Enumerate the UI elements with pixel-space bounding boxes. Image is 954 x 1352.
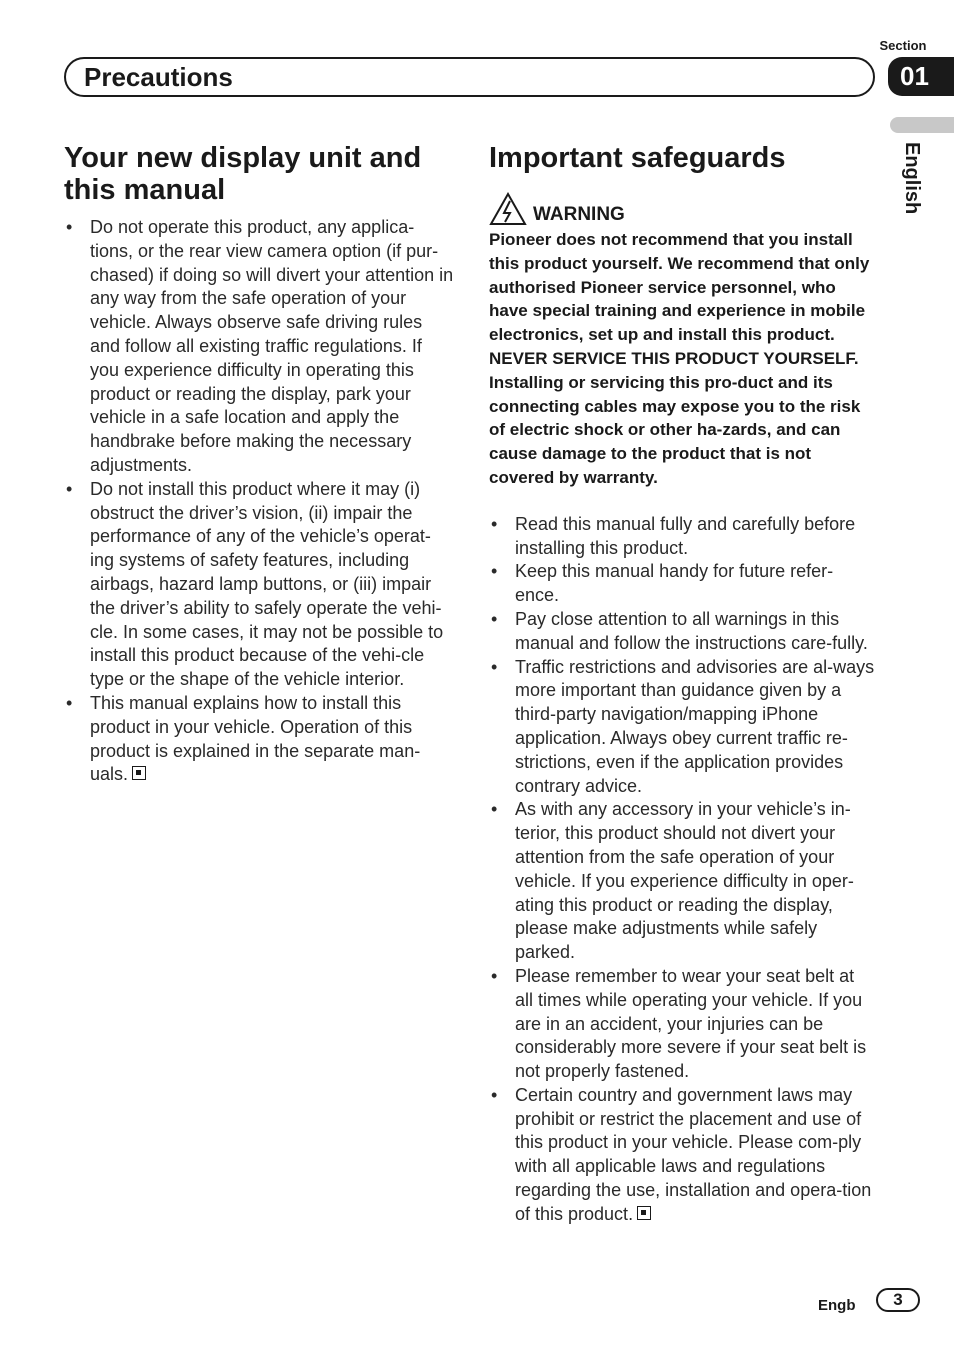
section-heading-safeguards: Important safeguards xyxy=(489,142,786,174)
list-item: • Traffic restrictions and advisories are al-ways more important than guidance given by a third-party navigation/mapping iPhone application. Always obey current traffic re-strictions, even if the application provides contrary advice. xyxy=(489,656,877,799)
list-item: • This manual explains how to install this product in your vehicle. Operation of this product is explained in the separate man-uals. xyxy=(64,692,454,787)
warning-triangle-icon xyxy=(489,192,527,226)
list-item: • Read this manual fully and carefully before installing this product. xyxy=(489,513,877,561)
language-label: English xyxy=(901,142,923,215)
page-number: 3 xyxy=(876,1288,920,1312)
left-bullet-list xyxy=(64,216,454,787)
section-number-tab: 01 xyxy=(888,57,954,96)
warning-label: WARNING xyxy=(533,204,625,225)
page-title: Precautions xyxy=(84,62,233,92)
language-tab xyxy=(890,117,954,133)
section-label: Section xyxy=(879,38,927,53)
list-item: • Do not operate this product, any applica-tions, or the rear view camera option (if pur-chased) if doing so will divert your attention in any way from the safe operation of your vehicle. Always observe safe driving rules and follow all existing traffic regulations. If you experience difficulty in operating this product or reading the display, park your vehicle in a safe location and apply the handbrake before making the necessary adjustments. xyxy=(64,216,454,478)
warning-header xyxy=(489,192,877,226)
list-item: • Do not install this product where it may (i) obstruct the driver’s vision, (ii) impair the performance of any of the vehicle’s operat-ing systems of safety features, including airbags, hazard lamp buttons, or (iii) impair the driver’s ability to safely operate the vehi-cle. In some cases, it may not be possible to install this product because of the vehi-cle type or the shape of the vehicle interior. xyxy=(64,478,454,692)
end-of-section-icon xyxy=(132,766,146,780)
end-of-section-icon xyxy=(637,1206,651,1220)
list-item: • As with any accessory in your vehicle’s in-terior, this product should not divert your attention from the safe operation of your vehicle. If you experience difficulty in oper-ating this product or reading the display, please make adjustments while safely parked. xyxy=(489,798,877,965)
left-column xyxy=(64,142,454,787)
list-item: • Certain country and government laws may prohibit or restrict the placement and use of this product in your vehicle. Please com-ply with all applicable laws and regulations regarding the use, installation and opera-tion of this product. xyxy=(489,1084,877,1227)
list-item: • Keep this manual handy for future refer-ence. xyxy=(489,560,877,608)
right-column xyxy=(489,142,877,1227)
footer-locale: Engb xyxy=(818,1297,856,1314)
list-item: • Please remember to wear your seat belt at all times while operating your vehicle. If you are in an accident, your injuries can be considerably more severe if your seat belt is not properly fastened. xyxy=(489,965,877,1084)
warning-text: Pioneer does not recommend that you install this product yourself. We recommend that only authorised Pioneer service personnel, who have special training and experience in mobile electronics, set up and install this product. NEVER SERVICE THIS PRODUCT YOURSELF. Installing or servicing this pro-duct and its connecting cables may expose you to the risk of electric shock or other ha-zards, and can cause damage to the product that is not covered by warranty. xyxy=(489,230,870,487)
header-bar xyxy=(64,57,875,97)
list-item: • Pay close attention to all warnings in this manual and follow the instructions care-fully. xyxy=(489,608,877,656)
section-heading-display-unit: Your new display unit and this manual xyxy=(64,142,422,206)
right-bullet-list xyxy=(489,513,877,1227)
